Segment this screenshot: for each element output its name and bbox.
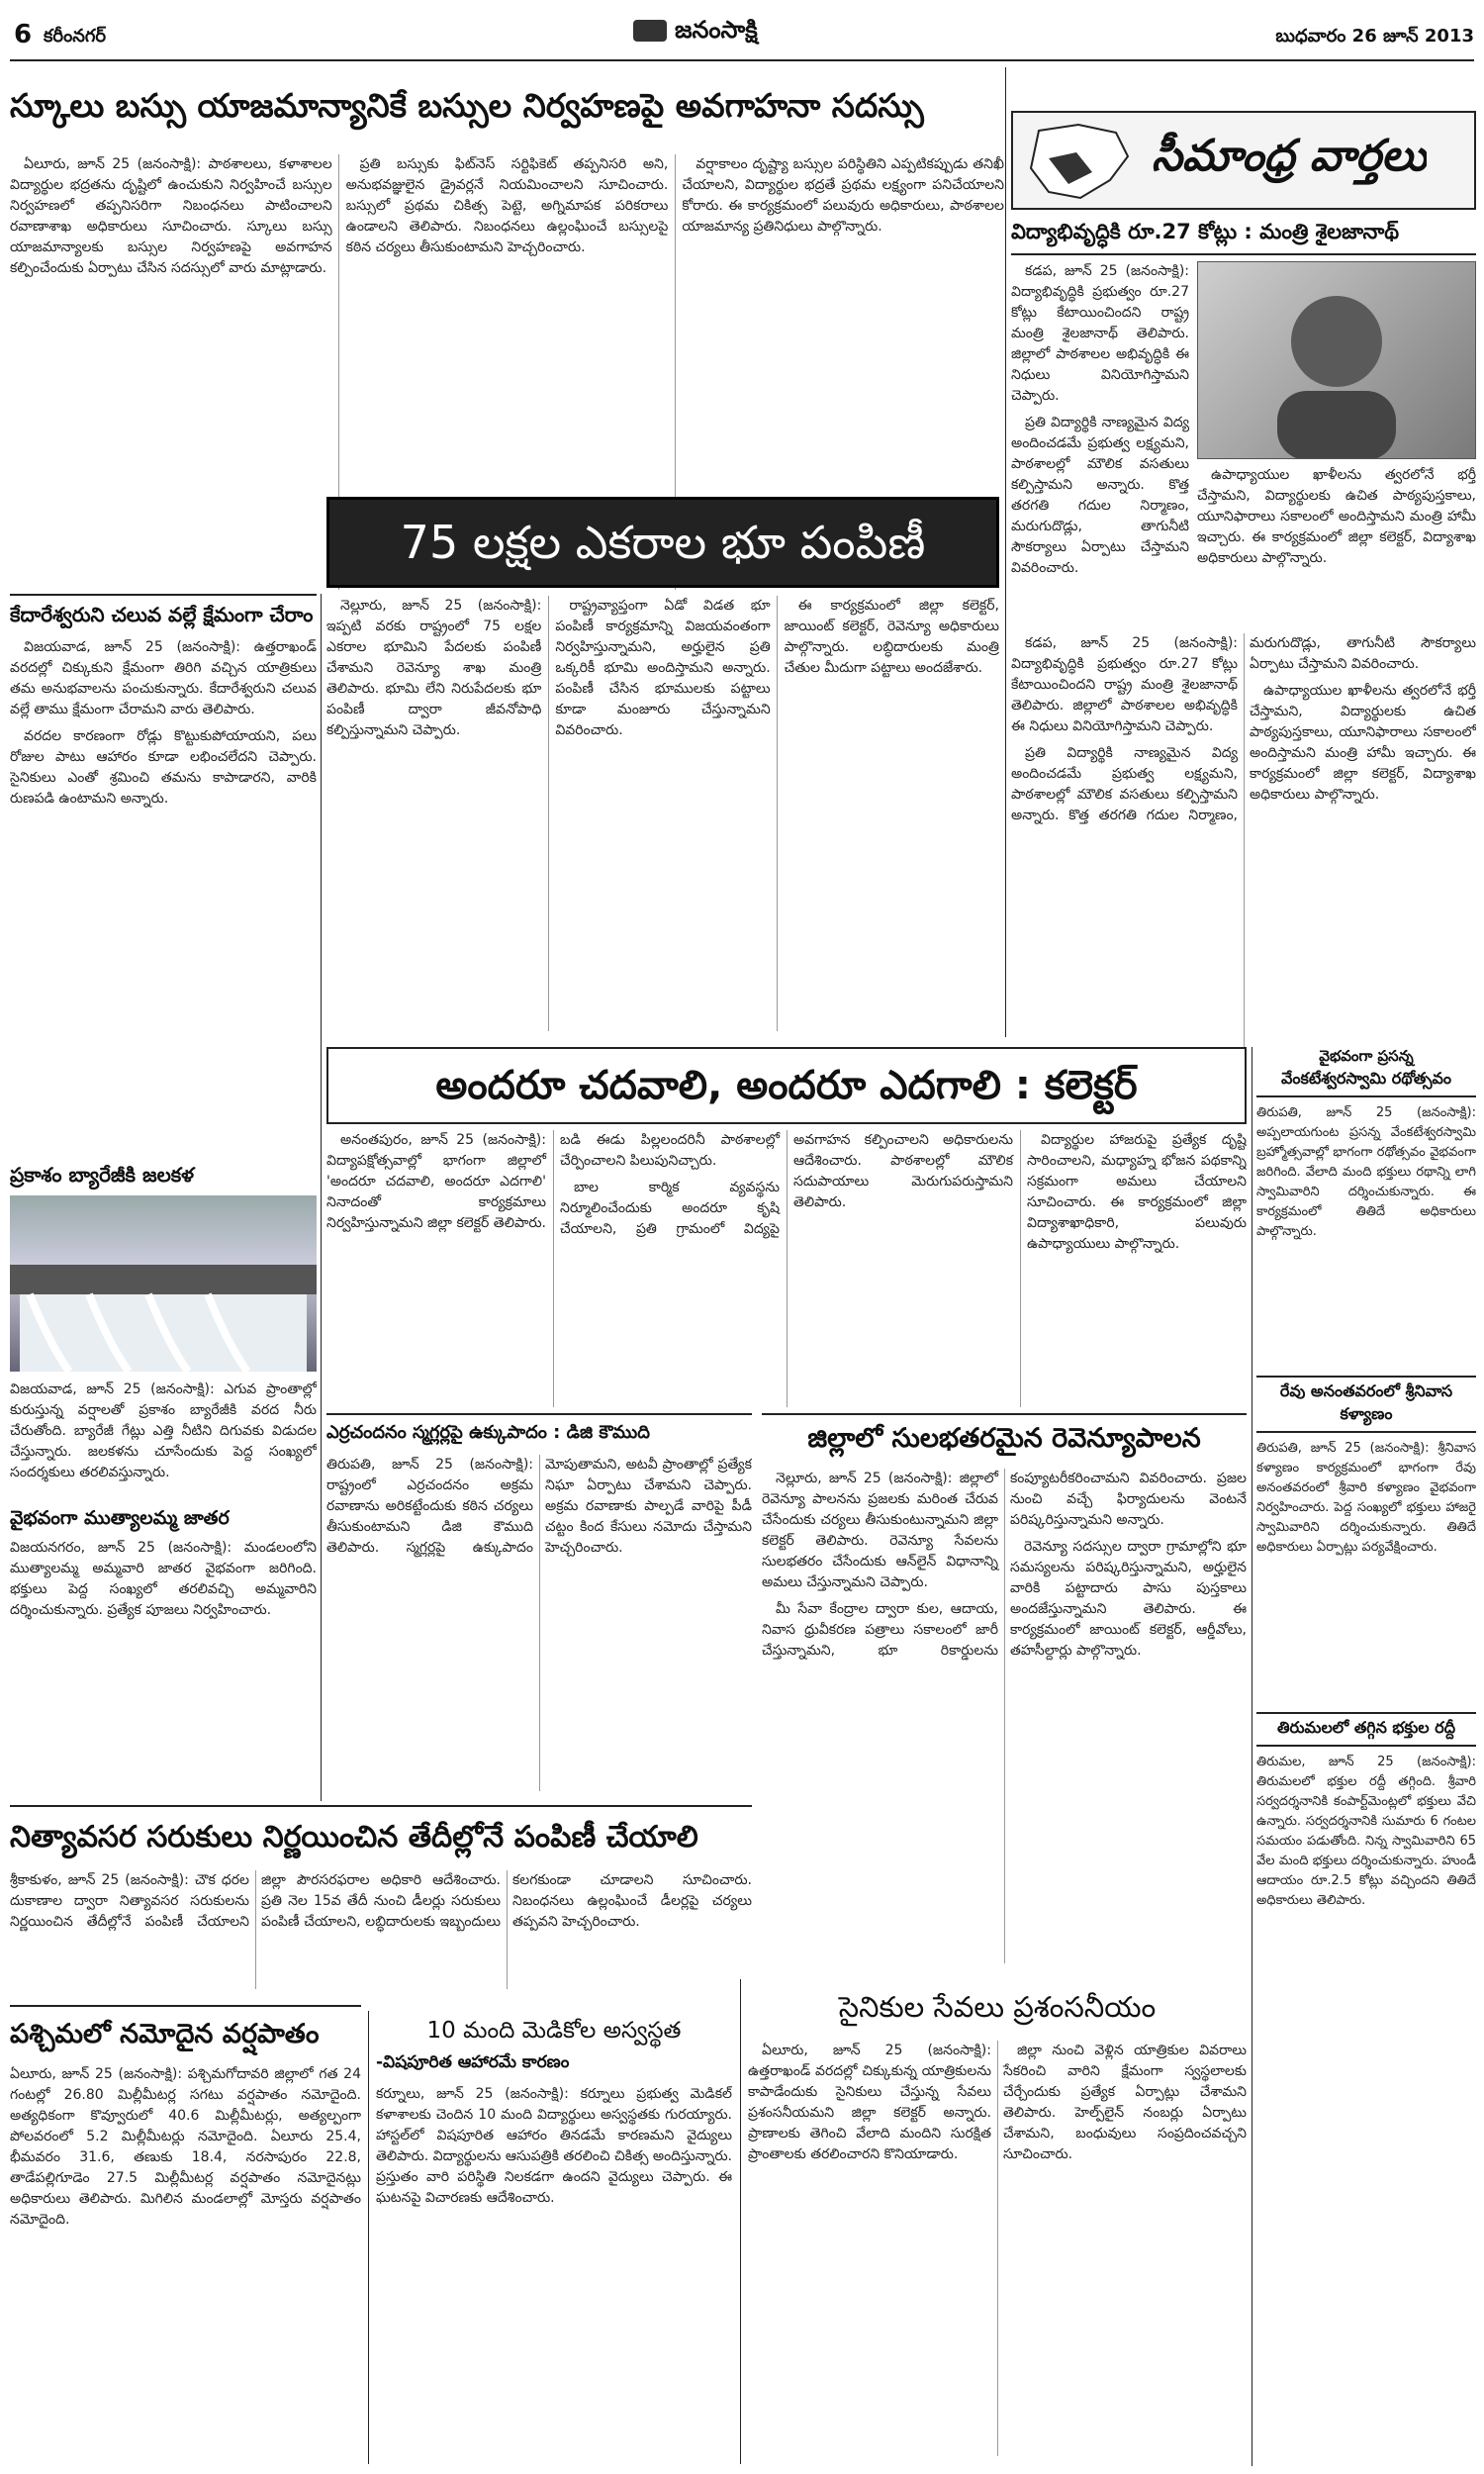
headline: సైనికుల సేవలు ప్రశంసనీయం xyxy=(838,1990,1157,2024)
col-rule-3 xyxy=(1005,67,1006,1037)
headline: తిరుమలలో తగ్గిన భక్తుల రద్దీ xyxy=(1256,1712,1476,1747)
article-barrage xyxy=(10,1160,317,1496)
rule-1 xyxy=(10,594,317,596)
article-75-body: నెల్లూరు, జూన్ 25 (జనంసాక్షి): ఇప్పటి వరకు రాష్ట్రంలో 75 లక్షల ఎకరాల భూమిని పేదలకు పంపిణీ చేశామని రెవెన్యూ శాఖ మంత్రి తెలిపారు. భూమి లేని నిరుపేదలకు భూ పంపిణీ ద్వారా జీవనోపాధి కల్పిస్తున్నామని చెప్పారు. రాష్ట్రవ్యాప్తంగా ఏడో విడత భూ పంపిణీ కార్యక్రమాన్ని విజయవంతంగా నిర్వహిస్తున్నామని, అర్హులైన ప్రతి ఒక్కరికీ భూమి అందిస్తామని అన్నారు. పంపిణీ చేసిన భూములకు పట్టాలు కూడా మంజూరు చేస్తున్నామని వివరించారు. ఈ కార్యక్రమంలో జిల్లా కలెక్టర్, జాయింట్ కలెక్టర్, రెవెన్యూ అధికారులు పాల్గొన్నారు. లబ్ధిదారులకు మంత్రి చేతుల మీదుగా పట్టాలు అందజేశారు. xyxy=(326,598,999,738)
article-body: ఏలూరు, జూన్ 25 (జనంసాక్షి): పాఠశాలలు, కళాశాలల విద్యార్థుల భద్రతను దృష్టిలో ఉంచుకుని నిర్వహించే బస్సుల నిర్వహణలో తప్పనిసరిగా నిబంధనలు పాటించాలని రవాణాశాఖ అధికారులు సూచించారు. స్కూలు బస్సు యాజమాన్యాలకు బస్సుల నిర్వహణపై అవగాహన కల్పించేందుకు ఏర్పాటు చేసిన సదస్సులో వారు మాట్లాడారు. ప్రతి బస్సుకు ఫిట్‌నెస్ సర్టిఫికెట్ తప్పనిసరి అని, అనుభవజ్ఞులైన డ్రైవర్లనే నియమించాలని సూచించారు. బస్సులో ప్రథమ చికిత్స పెట్టె, అగ్నిమాపక పరికరాలు ఉండాలని తెలిపారు. నిబంధనలు ఉల్లంఘించే బస్సులపై కఠిన చర్యలు తీసుకుంటామని హెచ్చరించారు. వర్షాకాలం దృష్ట్యా బస్సుల పరిస్థితిని ఎప్పటికప్పుడు తనిఖీ చేయాలని, విద్యార్థుల భద్రతే ప్రథమ లక్ష్యంగా పనిచేయాలని కోరారు. ఈ కార్యక్రమంలో పలువురు అధికారులు, పాఠశాలల యాజమాన్య ప్రతినిధులు పాల్గొన్నారు. xyxy=(10,156,1004,276)
seemandhra-rule xyxy=(1011,253,1476,255)
seemandhra-body-cont: ఉపాధ్యాయుల ఖాళీలను త్వరలోనే భర్తీ చేస్తామని, విద్యార్థులకు ఉచిత పాఠ్యపుస్తకాలు, యూనిఫారాలు సకాలంలో అందిస్తామని మంత్రి హామీ ఇచ్చారు. ఈ కార్యక్రమంలో జిల్లా కలెక్టర్, విద్యాశాఖ అధికారులు పాల్గొన్నారు. xyxy=(1197,467,1476,566)
article-venkateswara xyxy=(1256,1047,1476,1364)
barrage-photo xyxy=(10,1195,317,1372)
newspaper-name: జనంసాక్షి xyxy=(675,16,758,44)
headline-box-collector xyxy=(326,1047,1247,1124)
banner-title: సీమాంధ్ర వార్తలు xyxy=(1152,131,1428,181)
headline-box-75 xyxy=(326,497,999,588)
article-revenue xyxy=(762,1419,1247,1973)
article-body: కర్నూలు, జూన్ 25 (జనంసాక్షి): కర్నూలు ప్రభుత్వ మెడికల్ కళాశాలకు చెందిన 10 మంది విద్యార్థులు అస్వస్థతకు గురయ్యారు. హాస్టల్‌లో విషపూరిత ఆహారం తినడమే కారణమని వైద్యులు తెలిపారు. విద్యార్థులను ఆసుపత్రికి తరలించి చికిత్స అందిస్తున్నారు. ప్రస్తుతం వారి పరిస్థితి నిలకడగా ఉందని వైద్యులు చెప్పారు. ఈ ఘటనపై విచారణకు ఆదేశించారు. xyxy=(376,2086,732,2206)
rule-5 xyxy=(10,2005,361,2007)
kicker: వైభవంగా ప్రసన్న xyxy=(1319,1047,1414,1065)
state-map-icon xyxy=(1019,119,1138,204)
logo-icon xyxy=(633,20,667,42)
article-body: విజయనగరం, జూన్ 25 (జనంసాక్షి): మండలంలోని ముత్యాలమ్మ అమ్మవారి జాతర వైభవంగా జరిగింది. భక్తులు పెద్ద సంఖ్యలో తరలివచ్చి అమ్మవారిని దర్శించుకున్నారు. ప్రత్యేక పూజలు నిర్వహించారు. xyxy=(10,1540,317,1618)
article-soldiers xyxy=(748,1981,1247,2466)
rule-2 xyxy=(326,1413,752,1415)
rule-3 xyxy=(762,1413,1247,1415)
article-body: విజయవాడ, జూన్ 25 (జనంసాక్షి): ఎగువ ప్రాంతాల్లో కురుస్తున్న వర్షాలతో ప్రకాశం బ్యారేజీకి వరద నీరు చేరుతోంది. బ్యారేజీ గేట్లు ఎత్తి నీటిని దిగువకు విడుదల చేస్తున్నారు. జలకళను చూసేందుకు పెద్ద సంఖ్యలో సందర్శకులు తరలివస్తున్నారు. xyxy=(10,1381,317,1480)
seemandhra-banner xyxy=(1011,111,1476,210)
article-body: ఏలూరు, జూన్ 25 (జనంసాక్షి): పశ్చిమగోదావరి జిల్లాలో గత 24 గంటల్లో 26.80 మిల్లీమీటర్ల సగటు వర్షపాతం నమోదైంది. అత్యధికంగా కొవ్వూరులో 40.6 మిల్లీమీటర్లు, అత్యల్పంగా పోలవరంలో 5.2 మిల్లీమీటర్లు నమోదైంది. ఏలూరు 25.4, భీమవరం 31.6, తణుకు 18.4, నరసాపురం 22.8, తాడేపల్లిగూడెం 27.5 మిల్లీమీటర్ల వర్షపాతం నమోదైనట్లు అధికారులు తెలిపారు. మిగిలిన మండలాల్లో మోస్తరు వర్షపాతం నమోదైంది. xyxy=(10,2066,361,2228)
article-body: తిరుమల, జూన్ 25 (జనంసాక్షి): తిరుమలలో భక్తుల రద్దీ తగ్గింది. శ్రీవారి సర్వదర్శనానికి కంపార్ట్‌మెంట్లలో భక్తులు వేచి ఉన్నారు. సర్వదర్శనానికి సుమారు 6 గంటల సమయం పడుతోంది. నిన్న స్వామివారిని 65 వేల మంది భక్తులు దర్శించుకున్నారు. హుండీ ఆదాయం రూ.2.5 కోట్లు వచ్చిందని తితిదే అధికారులు తెలిపారు. xyxy=(1256,1755,1476,1908)
article-muthyalamma xyxy=(10,1504,317,1682)
seemandhra-body: కడప, జూన్ 25 (జనంసాక్షి): విద్యాభివృద్ధికి ప్రభుత్వం రూ.27 కోట్లు కేటాయించిందని రాష్ట్ర మంత్రి శైలజానాథ్ తెలిపారు. జిల్లాలో పాఠశాలల అభివృద్ధికి ఈ నిధులు వినియోగిస్తామని చెప్పారు. ప్రతి విద్యార్థికి నాణ్యమైన విద్య అందించడమే ప్రభుత్వ లక్ష్యమని, పాఠశాలల్లో మౌలిక వసతులు కల్పిస్తామని అన్నారు. కొత్త తరగతి గదుల నిర్మాణం, మరుగుదొడ్లు, తాగునీటి సౌకర్యాలు ఏర్పాటు చేస్తామని వివరించారు. xyxy=(1011,263,1189,576)
rule-4 xyxy=(10,1805,752,1807)
article-kalyanam xyxy=(1256,1376,1476,1702)
article-body: విజయవాడ, జూన్ 25 (జనంసాక్షి): ఉత్తరాఖండ్ వరదల్లో చిక్కుకుని క్షేమంగా తిరిగి వచ్చిన యాత్రికులు తమ అనుభవాలను పంచుకున్నారు. కేదారేశ్వరుని చలువ వల్లే తాము క్షేమంగా చేరామని వారు తెలిపారు. వరదల కారణంగా రోడ్లు కొట్టుకుపోయాయని, పలు రోజుల పాటు ఆహారం కూడా లభించలేదని చెప్పారు. సైనికులు ఎంతో శ్రమించి తమను కాపాడారని, వారికి రుణపడి ఉంటామని అన్నారు. xyxy=(10,639,317,807)
col-rule-2 xyxy=(740,1979,741,2464)
subheadline: -విషపూరిత ఆహారమే కారణం xyxy=(376,2052,570,2072)
headline: జిల్లాలో సులభతరమైన రెవెన్యూపాలన xyxy=(807,1423,1201,1454)
headline: నిత్యావసర సరుకులు నిర్ణయించిన తేదీల్లోనే పంపిణీ చేయాలి xyxy=(10,1820,698,1855)
header-rule xyxy=(10,59,1474,61)
headline: వైభవంగా ముత్యాలమ్మ జాతర xyxy=(10,1507,230,1529)
col-rule-1 xyxy=(368,2011,369,2464)
headline: రేవు అనంతవరంలో శ్రీనివాస కళ్యాణం xyxy=(1256,1376,1476,1433)
issue-date: బుధవారం 26 జూన్ 2013 xyxy=(1275,26,1474,47)
article-collector-body: అనంతపురం, జూన్ 25 (జనంసాక్షి): విద్యాపక్షోత్సవాల్లో భాగంగా జిల్లాలో 'అందరూ చదవాలి, అందరూ ఎదగాలి' నినాదంతో కార్యక్రమాలు నిర్వహిస్తున్నామని జిల్లా కలెక్టర్ తెలిపారు. బడి ఈడు పిల్లలందరినీ పాఠశాలల్లో చేర్పించాలని పిలుపునిచ్చారు. బాల కార్మిక వ్యవస్థను నిర్మూలించేందుకు అందరూ కృషి చేయాలని, ప్రతి గ్రామంలో విద్యపై అవగాహన కల్పించాలని అధికారులను ఆదేశించారు. పాఠశాలల్లో మౌలిక సదుపాయాలు మెరుగుపరుస్తామని తెలిపారు. విద్యార్థుల హాజరుపై ప్రత్యేక దృష్టి సారించాలని, మధ్యాహ్న భోజన పథకాన్ని సక్రమంగా అమలు చేయాలని సూచించారు. ఈ కార్యక్రమంలో జిల్లా విద్యాశాఖాధికారి, పలువురు ఉపాధ్యాయులు పాల్గొన్నారు. xyxy=(326,1132,1247,1252)
masthead-logo xyxy=(633,12,851,51)
article-body: తిరుపతి, జూన్ 25 (జనంసాక్షి): శ్రీనివాస కళ్యాణం కార్యక్రమంలో భాగంగా రేవు అనంతవరంలో శ్రీవారి కళ్యాణం వైభవంగా నిర్వహించారు. పెద్ద సంఖ్యలో భక్తులు హాజరై స్వామివారిని దర్శించుకున్నారు. తితిదే అధికారులు ఏర్పాట్లు పర్యవేక్షించారు. xyxy=(1256,1441,1476,1555)
seemandhra-headline: విద్యాభివృద్ధికి రూ.27 కోట్లు : మంత్రి శైలజానాథ్ xyxy=(1011,220,1400,243)
headline: స్కూలు బస్సు యాజమాన్యానికే బస్సుల నిర్వహణపై అవగాహనా సదస్సు xyxy=(10,86,924,125)
article-medicos xyxy=(376,2011,732,2466)
headline: ఎర్రచందనం స్మగ్లర్లపై ఉక్కుపాదం : డిజి కౌముది xyxy=(326,1422,650,1443)
headline: కేదారేశ్వరుని చలువ వల్లే క్షేమంగా చేరాం xyxy=(10,603,314,626)
article-body: నెల్లూరు, జూన్ 25 (జనంసాక్షి): జిల్లాలో రెవెన్యూ పాలనను ప్రజలకు మరింత చేరువ చేసేందుకు చర్యలు తీసుకుంటున్నామని జిల్లా కలెక్టర్ తెలిపారు. రెవెన్యూ సేవలను సులభతరం చేసేందుకు ఆన్‌లైన్ విధానాన్ని అమలు చేస్తున్నామని చెప్పారు. మీ సేవా కేంద్రాల ద్వారా కుల, ఆదాయ, నివాస ధ్రువీకరణ పత్రాలు సకాలంలో జారీ చేస్తున్నామని, భూ రికార్డులను కంప్యూటరీకరించామని వివరించారు. ప్రజల నుంచి వచ్చే ఫిర్యాదులను వెంటనే పరిష్కరిస్తున్నామని అన్నారు. రెవెన్యూ సదస్సుల ద్వారా గ్రామాల్లోని భూ సమస్యలను పరిష్కరిస్తున్నామని, అర్హులైన వారికి పట్టాదారు పాసు పుస్తకాలు అందజేస్తున్నామని తెలిపారు. ఈ కార్యక్రమంలో జాయింట్ కలెక్టర్, ఆర్డీవోలు, తహసీల్దార్లు పాల్గొన్నారు. xyxy=(762,1471,1247,1659)
article-kedareswara xyxy=(10,600,317,1154)
article-body: శ్రీకాకుళం, జూన్ 25 (జనంసాక్షి): చౌక ధరల దుకాణాల ద్వారా నిత్యావసర సరుకులను నిర్ణయించిన తేదీల్లోనే పంపిణీ చేయాలని జిల్లా పౌరసరఫరాల అధికారి ఆదేశించారు. ప్రతి నెల 15వ తేదీ నుంచి డీలర్లు సరుకులు పంపిణీ చేయాలని, లబ్ధిదారులకు ఇబ్బందులు కలగకుండా చూడాలని సూచించారు. నిబంధనలు ఉల్లంఘించే డీలర్లపై చర్యలు తప్పవని హెచ్చరించారు. xyxy=(10,1872,752,1930)
page-header xyxy=(0,0,1484,61)
headline: 10 మంది మెడికోల అస్వస్థత xyxy=(426,2018,682,2044)
page-number: 6 xyxy=(14,20,33,49)
headline: 75 లక్షల ఎకరాల భూ పంపిణీ xyxy=(400,516,926,569)
seemandhra-body-lower: కడప, జూన్ 25 (జనంసాక్షి): విద్యాభివృద్ధికి ప్రభుత్వం రూ.27 కోట్లు కేటాయించిందని రాష్ట్ర మంత్రి శైలజానాథ్ తెలిపారు. జిల్లాలో పాఠశాలల అభివృద్ధికి ఈ నిధులు వినియోగిస్తామని చెప్పారు. ప్రతి విద్యార్థికి నాణ్యమైన విద్య అందించడమే ప్రభుత్వ లక్ష్యమని, పాఠశాలల్లో మౌలిక వసతులు కల్పిస్తామని అన్నారు. కొత్త తరగతి గదుల నిర్మాణం, మరుగుదొడ్లు, తాగునీటి సౌకర్యాలు ఏర్పాటు చేస్తామని వివరించారు. ఉపాధ్యాయుల ఖాళీలను త్వరలోనే భర్తీ చేస్తామని, విద్యార్థులకు ఉచిత పాఠ్యపుస్తకాలు, యూనిఫారాలు సకాలంలో అందిస్తామని మంత్రి హామీ ఇచ్చారు. ఈ కార్యక్రమంలో జిల్లా కలెక్టర్, విద్యాశాఖ అధికారులు పాల్గొన్నారు. xyxy=(1011,635,1476,823)
article-essentials xyxy=(10,1811,752,1999)
article-devotees xyxy=(1256,1712,1476,2108)
headline: అందరూ చదవాలి, అందరూ ఎదగాలి : కలెక్టర్ xyxy=(435,1063,1138,1108)
person-icon xyxy=(1198,262,1476,459)
headline: పశ్చిమలో నమోదైన వర్షపాతం xyxy=(10,2019,320,2049)
article-body: తిరుపతి, జూన్ 25 (జనంసాక్షి): రాష్ట్రంలో ఎర్రచందనం అక్రమ రవాణాను అరికట్టేందుకు కఠిన చర్యలు తీసుకుంటామని డిజి కౌముది తెలిపారు. స్మగ్లర్లపై ఉక్కుపాదం మోపుతామని, అటవీ ప్రాంతాల్లో ప్రత్యేక నిఘా ఏర్పాటు చేశామని చెప్పారు. అక్రమ రవాణాకు పాల్పడే వారిపై పీడీ చట్టం కింద కేసులు నమోదు చేస్తామని హెచ్చరించారు. xyxy=(326,1457,752,1556)
headline: వేంకటేశ్వరస్వామి రథోత్సవం xyxy=(1256,1069,1476,1097)
article-body: తిరుపతి, జూన్ 25 (జనంసాక్షి): అప్పలాయగుంట ప్రసన్న వేంకటేశ్వరస్వామి బ్రహ్మోత్సవాల్లో భాగంగా రథోత్సవం వైభవంగా జరిగింది. వేలాది మంది భక్తులు రథాన్ని లాగి స్వామివారిని దర్శించుకున్నారు. ఈ కార్యక్రమంలో తితిదే అధికారులు పాల్గొన్నారు. xyxy=(1256,1105,1476,1239)
section-name: కరీంనగర్ xyxy=(44,26,106,47)
article-rainfall xyxy=(10,2011,361,2466)
headline: ప్రకాశం బ్యారేజీకి జలకళ xyxy=(10,1163,195,1187)
article-body: ఏలూరు, జూన్ 25 (జనంసాక్షి): ఉత్తరాఖండ్ వరదల్లో చిక్కుకున్న యాత్రికులను కాపాడేందుకు సైనికులు చేస్తున్న సేవలు ప్రశంసనీయమని జిల్లా కలెక్టర్ అన్నారు. ప్రాణాలకు తెగించి వేలాది మందిని సురక్షిత ప్రాంతాలకు తరలించారని కొనియాడారు. జిల్లా నుంచి వెళ్లిన యాత్రికుల వివరాలు సేకరించి వారిని క్షేమంగా స్వస్థలాలకు చేర్చేందుకు ప్రత్యేక ఏర్పాట్లు చేశామని తెలిపారు. హెల్ప్‌లైన్ నంబర్లు ఏర్పాటు చేశామని, బంధువులు సంప్రదించవచ్చని సూచించారు. xyxy=(748,2043,1247,2162)
article-red-sandal xyxy=(326,1419,752,1805)
minister-photo xyxy=(1197,261,1476,459)
dam-icon xyxy=(10,1195,317,1372)
col-rule-4 xyxy=(321,594,322,1801)
